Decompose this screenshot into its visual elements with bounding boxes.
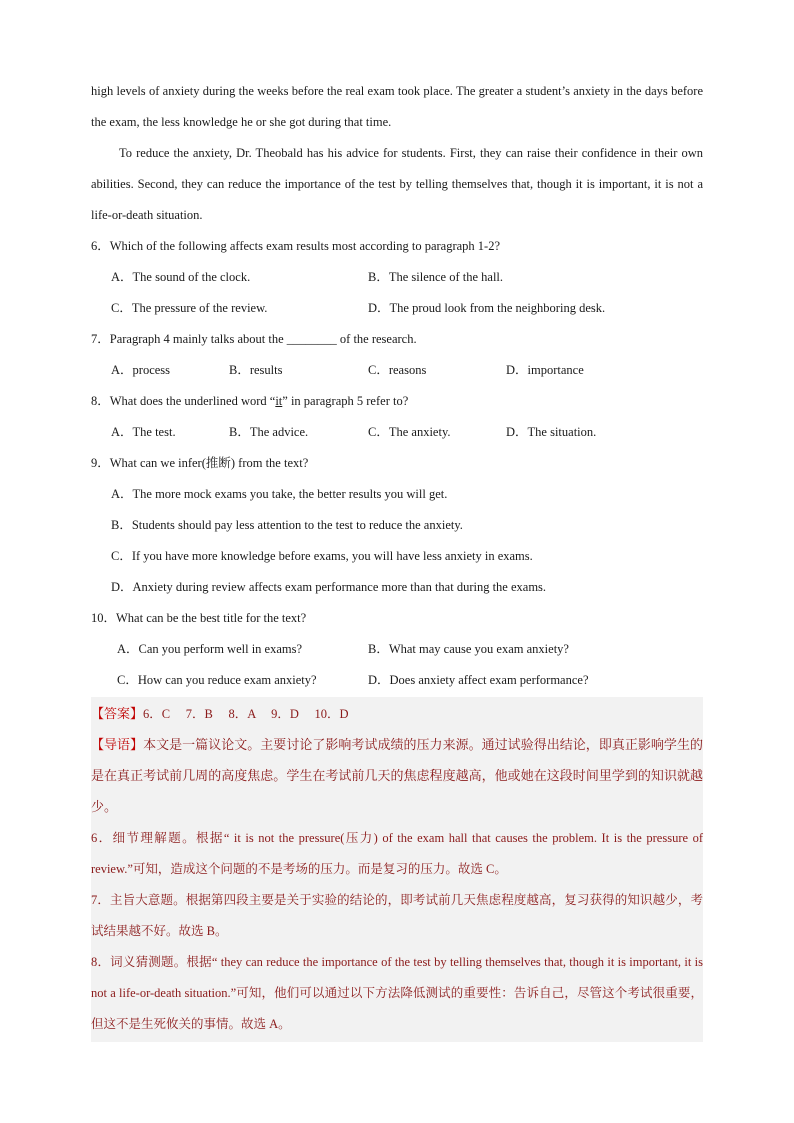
document-page — [91, 76, 703, 1042]
explanation-item: 7．主旨大意题。根据第四段主要是关于实验的结论的，即考试前几天焦虑程度越高，复习获得的知识越少，考试结果越不好。故选 B。 — [91, 893, 703, 938]
option: B．results — [229, 363, 283, 377]
question-stem: 6．Which of the following affects exam results most according to paragraph 1-2? — [91, 239, 501, 253]
guide-text: 本文是一篇议论文。主要讨论了影响考试成绩的压力来源。通过试验得出结论，即真正影响学生的是在真正考试前几周的高度焦虑。学生在考试前几天的焦虑程度越高，他或她在这段时间里学到的知识就越少。 — [91, 738, 703, 815]
question-stem-post: ” in paragraph 5 refer to? — [282, 394, 409, 408]
option: B．What may cause you exam anxiety? — [368, 642, 569, 656]
option: D．Anxiety during review affects exam performance more than that during the exams. — [111, 580, 547, 594]
question-stem: 9．What can we infer(推断) from the text? — [91, 456, 309, 470]
option: C．reasons — [368, 363, 427, 377]
option-row — [91, 634, 703, 665]
option: D．The situation. — [506, 425, 597, 439]
answer-section — [91, 697, 703, 1042]
option: C．The pressure of the review. — [111, 301, 268, 315]
option: C．The anxiety. — [368, 425, 451, 439]
answer-tag: 【答案】 — [91, 707, 144, 722]
answer-text: 6．C 7．B 8．A 9．D 10．D — [143, 707, 349, 721]
option: C．If you have more knowledge before exams, you will have less anxiety in exams. — [111, 549, 533, 563]
option: A．process — [111, 363, 171, 377]
option: A．The sound of the clock. — [111, 270, 251, 284]
option: A．The more mock exams you take, the better results you will get. — [111, 487, 448, 501]
option-row — [91, 417, 703, 448]
question-stem-pre: 8．What does the underlined word “ — [91, 394, 276, 408]
guide-paragraph — [91, 730, 703, 823]
underlined-word: it — [275, 394, 283, 408]
option: A．Can you perform well in exams? — [117, 642, 303, 656]
explanation-item: 8．词义猜测题。根据“ they can reduce the importance of the test by telling themselves that, though it is important, it is not a life-or-death situation.”可知，他们可以通过以下方法降低测试的重要性：告诉自己，尽管这个考试很重要，但这不是生死攸关的事情。故选 A。 — [91, 955, 703, 1031]
option: B．The advice. — [229, 425, 309, 439]
question-stem: 7．Paragraph 4 mainly talks about the ________ of the research. — [91, 332, 417, 346]
question-stem: 10．What can be the best title for the text? — [91, 611, 307, 625]
question-stem — [91, 386, 703, 417]
answer-line — [91, 699, 703, 730]
option: D．importance — [506, 363, 584, 377]
option-row — [91, 262, 703, 293]
option-row — [91, 355, 703, 386]
passage-paragraph: To reduce the anxiety, Dr. Theobald has his advice for students. First, they can raise their confidence in their own abilities. Second, they can reduce the importance of the test by telling themselves that, though it is important, it is not a life-or-death situation. — [91, 146, 703, 222]
guide-tag: 【导语】 — [91, 738, 144, 753]
option: B．Students should pay less attention to the test to reduce the anxiety. — [111, 518, 463, 532]
option: B．The silence of the hall. — [368, 270, 504, 284]
passage-paragraph: high levels of anxiety during the weeks before the real exam took place. The greater a student’s anxiety in the days before the exam, the less knowledge he or she got during that time. — [91, 84, 703, 129]
explanation-item: 6．细节理解题。根据“ it is not the pressure(压力) of the exam hall that causes the problem. It is the pressure of review.”可知，造成这个问题的不是考场的压力。而是复习的压力。故选 C。 — [91, 831, 703, 876]
option: D．The proud look from the neighboring desk. — [368, 301, 606, 315]
option-row — [91, 665, 703, 696]
option-row — [91, 293, 703, 324]
option: C．How can you reduce exam anxiety? — [117, 673, 317, 687]
option: D．Does anxiety affect exam performance? — [368, 673, 589, 687]
option: A．The test. — [111, 425, 176, 439]
